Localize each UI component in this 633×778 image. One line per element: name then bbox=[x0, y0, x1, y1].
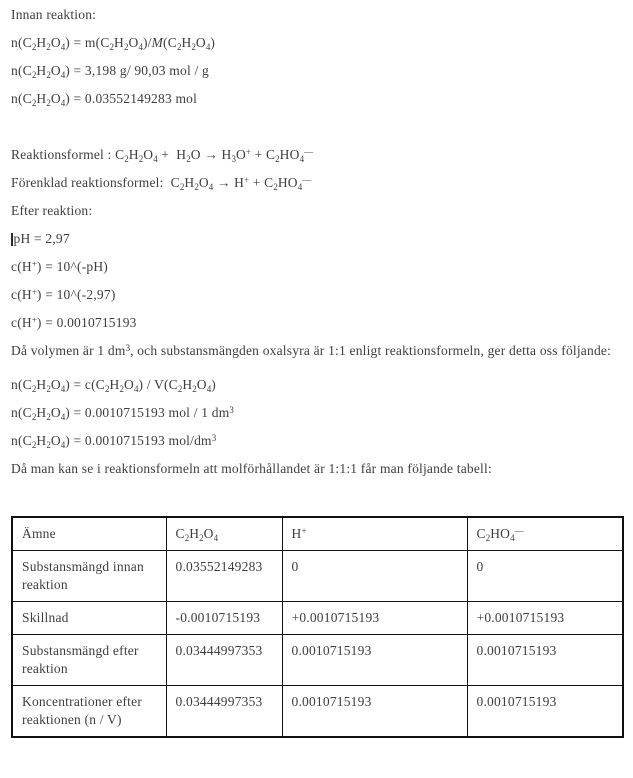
table-header-c2ho4-minus[interactable]: $C_2HO_4^—$ bbox=[467, 517, 623, 551]
table-row bbox=[12, 635, 623, 686]
table-row bbox=[12, 686, 623, 738]
table-header-row bbox=[12, 517, 623, 551]
table-cell-value[interactable]: 0.03444997353 bbox=[166, 686, 282, 738]
table-cell-value[interactable]: +0.0010715193 bbox=[467, 602, 623, 635]
table-cell-value[interactable]: 0 bbox=[282, 551, 467, 602]
table-header-c2h2o4[interactable]: $C_2H_2O_4$ bbox=[166, 517, 282, 551]
paragraph-formula-nc-definition[interactable]: $n(C_2H_2O_4) = c(C_2H_2O_4) / V(C_2H_2O_4)$ bbox=[11, 377, 216, 394]
table-row bbox=[12, 551, 623, 602]
paragraph-efter-heading[interactable]: Efter reaktion: bbox=[11, 203, 93, 218]
empty-paragraph[interactable] bbox=[11, 118, 622, 136]
table-header-amne[interactable]: Ämne bbox=[12, 517, 166, 551]
paragraph-formula-nc-result[interactable]: $n(C_2H_2O_4) = 0.0010715193$ mol/$dm^3$ bbox=[11, 433, 217, 450]
table-cell-value[interactable]: 0 bbox=[467, 551, 623, 602]
table-cell-value[interactable]: 0.0010715193 bbox=[282, 686, 467, 738]
table-cell-value[interactable]: +0.0010715193 bbox=[282, 602, 467, 635]
paragraph-formula-n-values[interactable]: $n(C_2H_2O_4) = 3,198$ g/ 90,03 mol / g bbox=[11, 63, 209, 80]
table-cell-value[interactable]: 0.0010715193 bbox=[467, 635, 623, 686]
table-row bbox=[12, 602, 623, 635]
ph-value-text: pH = 2,97 bbox=[13, 231, 70, 246]
empty-paragraph[interactable] bbox=[11, 488, 622, 506]
paragraph-simplified-reaction-formula[interactable]: Förenklad reaktionsformel: $C_2H_2O_4 \to H^+ + C_2HO_4^—$ bbox=[11, 175, 312, 192]
table-cell-row-label[interactable]: Skillnad bbox=[12, 602, 166, 635]
results-table[interactable] bbox=[11, 516, 624, 738]
paragraph-ch-power-297[interactable]: c(H+) = 10^(-2,97) bbox=[11, 287, 116, 302]
paragraph-table-intro[interactable]: Då man kan se i reaktionsformeln att molförhållandet är 1:1:1 får man följande tabell: bbox=[11, 461, 492, 476]
paragraph-formula-n-result[interactable]: $n(C_2H_2O_4) = 0.03552149283$ mol bbox=[11, 91, 198, 108]
table-cell-value[interactable]: 0.0010715193 bbox=[467, 686, 623, 738]
table-cell-value[interactable]: 0.03444997353 bbox=[166, 635, 282, 686]
paragraph-formula-n-definition[interactable]: $n(C_2H_2O_4) = m(C_2H_2O_4)/M(C_2H_2O_4)$ bbox=[11, 35, 216, 52]
paragraph-volume-note[interactable]: Då volymen är 1 $dm^3$, och substansmängden oxalsyra är 1:1 enligt reaktionsformeln, ger detta oss följande: bbox=[11, 343, 612, 358]
table-cell-value[interactable]: 0.03552149283 bbox=[166, 551, 282, 602]
table-cell-row-label[interactable]: Substansmängd efter reaktion bbox=[12, 635, 166, 686]
table-cell-value[interactable]: 0.0010715193 bbox=[282, 635, 467, 686]
text-cursor bbox=[11, 233, 13, 246]
table-header-h-plus[interactable]: H+ bbox=[282, 517, 467, 551]
table-cell-value[interactable]: -0.0010715193 bbox=[166, 602, 282, 635]
paragraph-formula-nc-value[interactable]: $n(C_2H_2O_4) = 0.0010715193$ mol / 1 $dm^3$ bbox=[11, 405, 234, 422]
table-cell-row-label[interactable]: Koncentrationer efter reaktionen (n / V) bbox=[12, 686, 166, 738]
paragraph-ph-value[interactable] bbox=[11, 230, 622, 248]
table-cell-row-label[interactable]: Substansmängd innan reaktion bbox=[12, 551, 166, 602]
paragraph-reaction-formula[interactable]: Reaktionsformel : $C_2H_2O_4 + H_2O \to H_3O^+ + C_2HO_4^—$ bbox=[11, 147, 314, 164]
paragraph-ch-result[interactable]: c(H+) = 0.0010715193 bbox=[11, 315, 137, 330]
paragraph-ch-power-ph[interactable]: c(H+) = 10^(-pH) bbox=[11, 259, 109, 274]
paragraph-innan-heading[interactable]: Innan reaktion: bbox=[11, 7, 97, 22]
